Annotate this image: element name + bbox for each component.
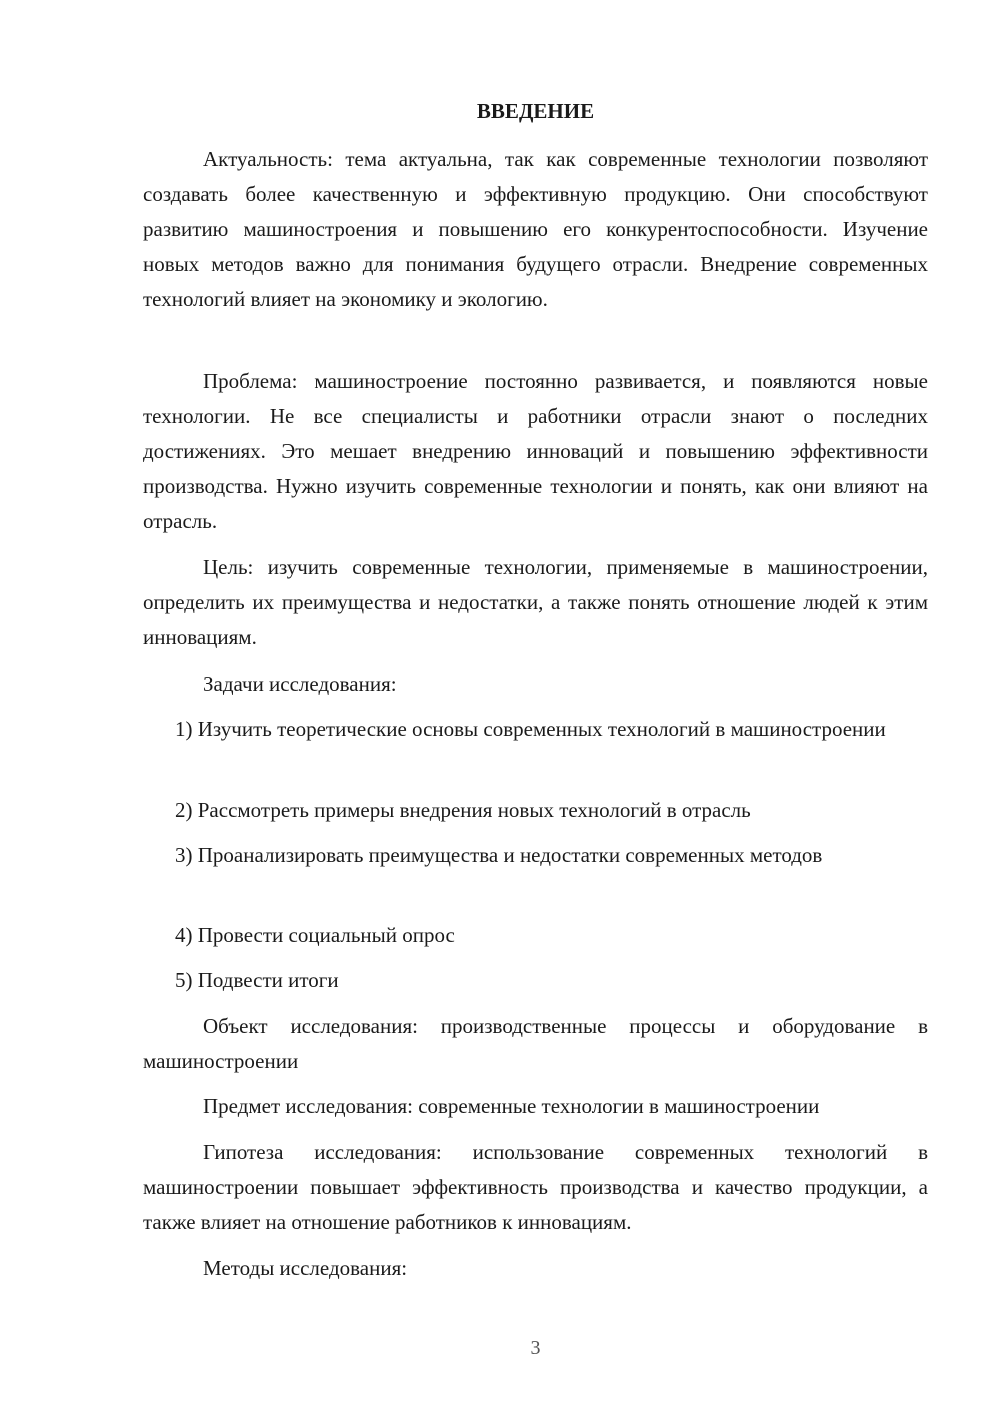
page-title: ВВЕДЕНИЕ [476, 99, 595, 123]
list-item: 1) Изучить теоретические основы современных технологий в машиностроении [175, 717, 886, 741]
paragraph-goal: Цель: изучить современные технологии, применяемые в машиностроении, определить их преимущества и недостатки, а также понять отношение людей к этим инновациям. [143, 555, 928, 649]
list-item: 5) Подвести итоги [175, 968, 339, 992]
paragraph-problem: Проблема: машиностроение постоянно развивается, и появляются новые технологии. Не все специалисты и работники отрасли знают о последних достижениях. Это мешает внедрению инноваций и повышению эффективности производства. Нужно изучить современные технологии и понять, как они влияют на отрасль. [143, 369, 928, 533]
list-item: 3) Проанализировать преимущества и недостатки современных методов [175, 843, 823, 867]
paragraph-hypothesis: Гипотеза исследования: использование современных технологий в машиностроении повышает эффективность производства и качество продукции, а также влияет на отношение работников к инновациям. [143, 1140, 928, 1234]
document-page [143, 0, 928, 1414]
paragraph-subject: Предмет исследования: современные технологии в машиностроении [203, 1094, 820, 1118]
tasks-heading: Задачи исследования: [203, 672, 397, 696]
list-item: 2) Рассмотреть примеры внедрения новых технологий в отрасль [175, 798, 751, 822]
list-item: 4) Провести социальный опрос [175, 923, 455, 947]
paragraph-relevance: Актуальность: тема актуальна, так как современные технологии позволяют создавать более качественную и эффективную продукцию. Они способствуют развитию машиностроения и повышению его конкурентоспособности. Изучение новых методов важно для понимания будущего отрасли. Внедрение современных технологий влияет на экономику и экологию. [143, 147, 928, 311]
page-number: 3 [530, 1337, 541, 1359]
paragraph-object: Объект исследования: производственные процессы и оборудование в машиностроении [143, 1014, 928, 1073]
methods-heading: Методы исследования: [203, 1256, 408, 1280]
